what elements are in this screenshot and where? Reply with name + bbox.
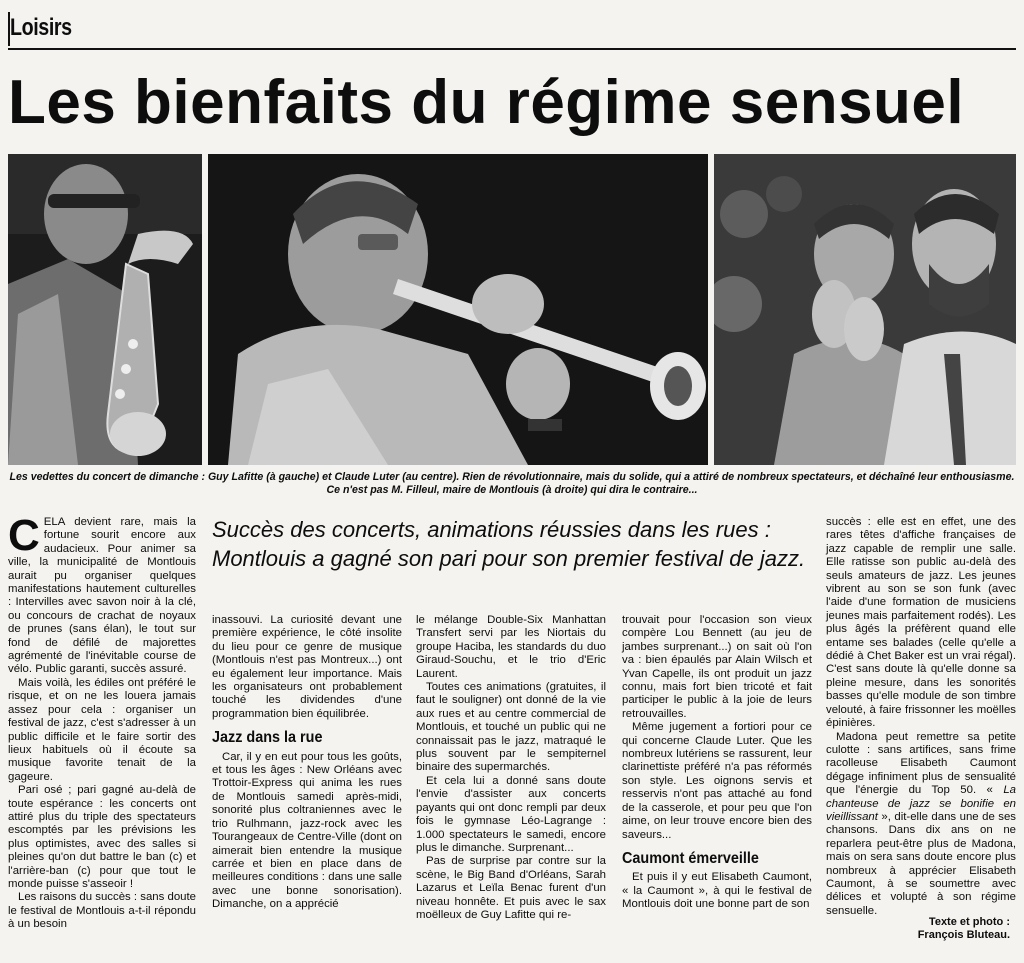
column-5 [826,516,1016,918]
column-4 [622,614,812,912]
headline: Les bienfaits du régime sensuel [8,68,965,137]
section-title: Loisirs [10,14,72,41]
lead-paragraph [8,511,196,677]
song-quote: La chanteuse de jazz se bonifie en vieillissant [826,784,1016,823]
column-1 [8,511,196,932]
paragraph-text: », dit-elle dans une de ses chansons. Dans dix ans on ne reparlera peut-être plus de Madona, mais on sera sans doute encore plus nombreux à apprécier Elisabeth Caumont, à se soumettre avec délices et volupté à son régime sensuelle. [826,810,1016,917]
paragraph: Toutes ces animations (gratuites, il faut le souligner) ont donné de la vie aux rues et au centre commercial de Montlouis, et touché un public qui ne connaissait pas le jazz, matraqué le plus souvent par le sempiternel binaire des supermarchés. [416,681,606,774]
column-3 [416,614,606,922]
byline [860,916,1010,942]
paragraph-text: Madona peut remettre sa petite culotte : sans artifices, sans frime racolleuse Elisabeth Caumont dégage infiniment plus de sensualité que l'énergie du Top 50. « [826,730,1016,797]
paragraph: Et cela lui a donné sans doute l'envie d'assister aux concerts payants qui ont donc rempli par deux fois le gymnase Léo-Lagrange : 1.000 spectateurs le samedi, encore plus le dimanche. Surprenant... [416,774,606,854]
paragraph: trouvait pour l'occasion son vieux compère Lou Bennett (au jeu de jambes surprenant...) on sait où l'on va : bien épaulés par Alain Wilsch et Yvan Capelle, ils ont produit un jazz connu, mais fort bien tricoté et fait participer le public à la joie de leurs retrouvailles. [622,614,812,720]
subheading-jazz-dans-la-rue: Jazz dans la rue [212,729,323,747]
standfirst: Succès des concerts, animations réussies dans les rues : Montlouis a gagné son pari pour son premier festival de jazz. [212,517,806,571]
paragraph: le mélange Double-Six Manhattan Transfert servi par les Niortais du groupe Haciba, les standards du duo Giraud-Souchu, et le trio d'Eric Laurent. [416,614,606,680]
paragraph: Et puis il y eut Elisabeth Caumont, « la Caumont », à qui le festival de Montlouis doit une bonne part de son [622,871,812,911]
byline-author: François Bluteau. [917,929,1010,941]
paragraph: Mais voilà, les édiles ont préféré le risque, et on ne les louera jamais assez pour cela : organiser un festival de jazz, c'est s'adresser à un public difficile et le faire sortir des lieux habituels où il écoute sa musique favorite tenait de la gageure. [8,676,196,783]
drop-cap: C [8,511,40,560]
paragraph: Les raisons du succès : sans doute le festival de Montlouis a-t-il répondu à un besoin [8,891,196,931]
paragraph: Pari osé ; pari gagné au-delà de toute espérance : les concerts ont attiré plus du triple des spectateurs escomptés par les prévisions les plus optimistes, avec des salles si pleines qu'on dut battre le ban (c) et l'arrière-ban (c) pour que tout le monde puisse s'asseoir ! [8,784,196,890]
column-2 [212,614,402,912]
byline-label: Texte et photo : [928,916,1010,928]
paragraph: Même jugement a fortiori pour ce qui concerne Claude Luter. Que les nombreux lutériens se rassurent, leur clarinettiste préféré n'a pas réformés son style. Les oignons servis et resservis n'ont pas attaché au fond de la casserole, et pour peu que l'on aime, on leur trouve encore bien des saveurs... [622,721,812,841]
saxophonist-photo [8,154,202,465]
paragraph: inassouvi. La curiosité devant une première expérience, le côté insolite du lieu pour ce genre de musique (Montlouis n'est pas Montreux...) ont eu également leur importance. Mais les organisateurs ont probablement touché les dividendes d'une programmation bien équilibrée. [212,614,402,720]
clarinetist-photo [208,154,708,465]
subheading-caumont-emerveille: Caumont émerveille [622,849,759,867]
paragraph: Pas de surprise par contre sur la scène, le Big Band d'Orléans, Sarah Lazarus et Leïla Benac furent d'un niveau honnête. Et puis avec le sax moëlleux de Guy Lafitte qui re- [416,855,606,921]
paragraph: Car, il y en eut pour tous les goûts, et tous les âges : New Orléans avec Trottoir-Express qui anima les rues de Montlouis samedi après-midi, sonorité plus coltraniennes avec le trio Rulhmann, jazz-rock avec les Tourangeaux de Centre-Ville (dont on aimerait bien entendre la musique carrée et bien en place dans de meilleures conditions : dans une salle avec une bonne sonorisation). Dimanche, on a apprécié [212,750,402,911]
lead-paragraph-text: ELA devient rare, mais la fortune sourit encore aux audacieux. Pour animer sa ville, la municipalité de Montlouis aurait pu organiser quelques manifestations hautement culturelles : Intervilles avec savon noir à la clé, ou concours de crachat de noyaux de prunes (sans élan), le tout sur fond de défilé de majorettes agrémenté de l'inévitable course de vélo. Public garanti, succès assuré. [8,516,196,676]
photo-caption: Les vedettes du concert de dimanche : Guy Lafitte (à gauche) et Claude Luter (au centre). Rien de révolutionnaire, mais du solide, qui a attiré de nombreux spectateurs, et déchaîné leur enthousiasme. Ce n'est pas M. Filleul, maire de Montlouis (à droite) qui dira le contraire... [9,471,1015,496]
header-rule [8,48,1016,50]
paragraph [826,731,1016,919]
paragraph: succès : elle est en effet, une des rares têtes d'affiche françaises de jazz capable de remplir une salle. Elle ratisse son public au-delà des seuls amateurs de jazz. Les jeunes vibrent au son se son funk (avec l'aide d'une formation de musiciens jeunes mais parfaitement rodés). Les plus âgés la préfèrent quand elle entame ses balades (celle qu'elle a dédié à Chet Baker est un vrai régal). C'est sans doute là qu'elle donne sa pleine mesure, dans les sonorités basses qu'elle module de son timbre velouté, à faire frissonner les moëlles épinières. [826,516,1016,730]
applauding-men-photo [714,154,1016,465]
